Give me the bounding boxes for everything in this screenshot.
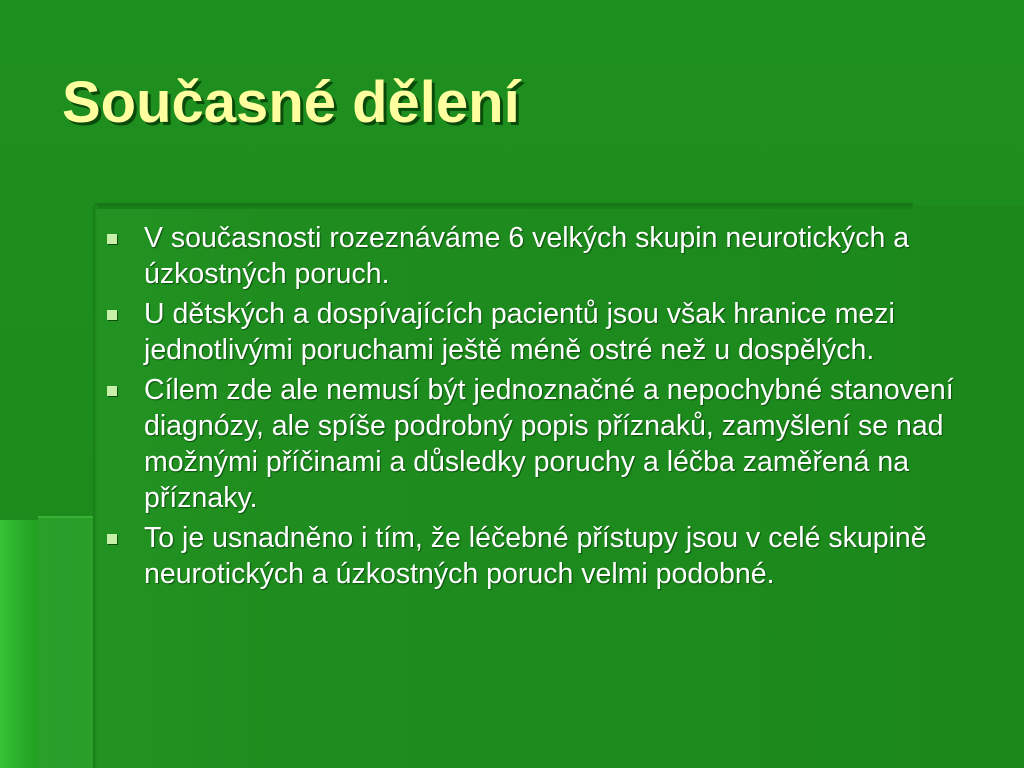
- bullet-text: V současnosti rozeznáváme 6 velkých skupin neurotických a úzkostných poruch.: [144, 222, 910, 290]
- bullet-text: U dětských a dospívajících pacientů jsou však hranice mezi jednotlivými poruchami ještě méně ostré než u dospělých.: [144, 298, 895, 366]
- decorative-content-panel-left-edge: [93, 205, 97, 768]
- decorative-content-panel-top-edge: [95, 203, 913, 209]
- bullet-list: [104, 220, 984, 596]
- slide-title: Současné dělení: [62, 70, 520, 135]
- bullet-item: [104, 296, 984, 368]
- bullet-item: [104, 520, 984, 592]
- square-bullet-icon: [107, 534, 117, 544]
- square-bullet-icon: [107, 234, 117, 244]
- bullet-text: To je usnadněno i tím, že léčebné přístupy jsou v celé skupině neurotických a úzkostných poruch velmi podobné.: [144, 522, 927, 590]
- bullet-text: Cílem zde ale nemusí být jednoznačné a nepochybné stanovení diagnózy, ale spíše podrobný popis příznaků, zamyšlení se nad možnými příčinami a důsledky poruchy a léčba zaměřená na příznaky.: [144, 374, 954, 514]
- square-bullet-icon: [107, 310, 117, 320]
- decorative-left-strip: [0, 520, 38, 768]
- bullet-item: [104, 220, 984, 292]
- square-bullet-icon: [107, 386, 117, 396]
- bullet-item: [104, 372, 984, 516]
